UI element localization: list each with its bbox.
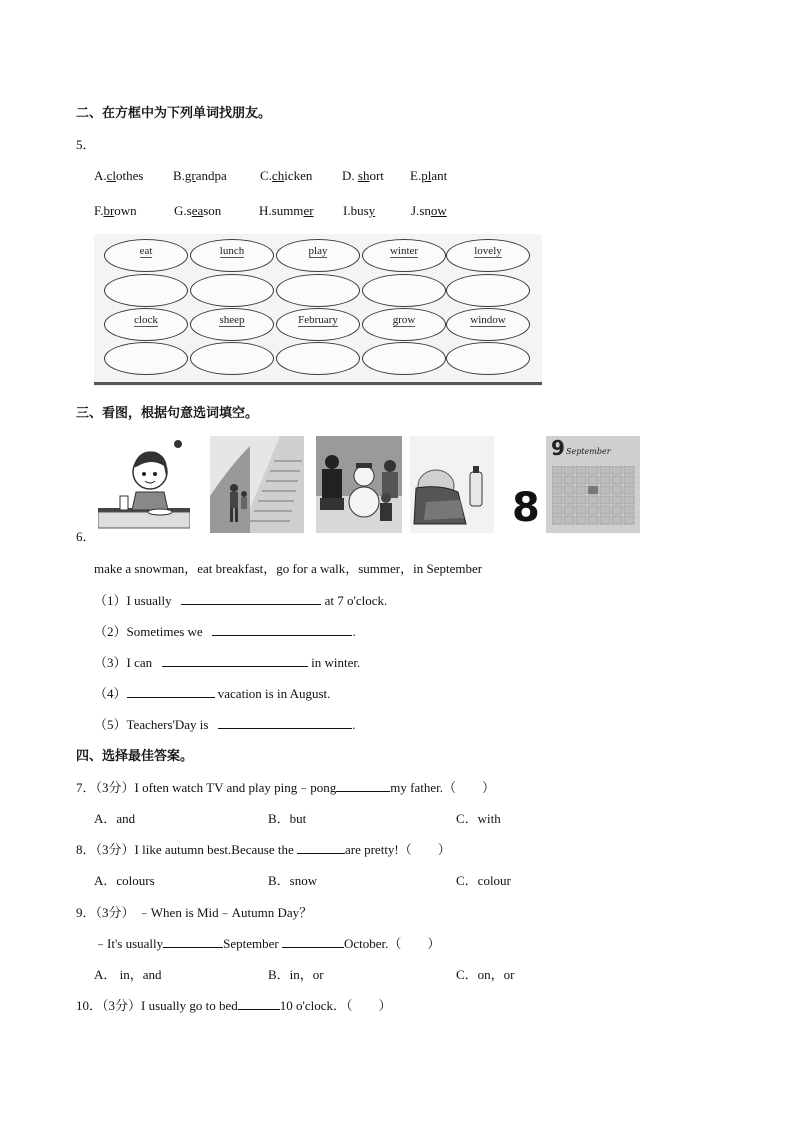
fill-sentence: [94, 683, 330, 702]
question-9-text-a: ﹣When is Mid﹣Autumn Day？: [137, 905, 313, 920]
q7-option-c[interactable]: C．with: [456, 811, 501, 826]
word-oval-label: eat: [139, 245, 153, 257]
fill-sentence: [94, 590, 387, 609]
word-option-post: son: [203, 203, 222, 218]
question-9-score: （3分）: [95, 905, 135, 920]
q7-option-b[interactable]: B．but: [268, 811, 307, 826]
fill-sentence-after: in winter.: [311, 655, 361, 670]
word-option-post: othes: [116, 168, 144, 183]
empty-answer-oval[interactable]: [446, 274, 530, 307]
question-9-line2-c: October.（ ）: [344, 936, 441, 951]
word-option-ul: sh: [357, 168, 370, 183]
question-7-score: （3分）: [95, 780, 135, 795]
answer-blank[interactable]: [297, 841, 345, 854]
calendar-cell: [624, 476, 634, 484]
calendar-cell: [588, 516, 598, 524]
calendar-cell: [600, 506, 610, 514]
calendar-cell: [624, 506, 634, 514]
word-option-ul: cl: [106, 168, 117, 183]
calendar-cell: [576, 496, 586, 504]
fill-sentence-before: I usually: [126, 593, 172, 608]
question-5-number: 5．: [76, 137, 96, 152]
word-option: [94, 203, 137, 219]
picture-make-snowman: [316, 436, 402, 533]
calendar-cell: [564, 486, 574, 494]
calendar-cell: [576, 476, 586, 484]
fill-sentence: [94, 714, 355, 733]
q7-option-a[interactable]: A．and: [94, 811, 136, 826]
word-option-post: icken: [284, 168, 313, 183]
empty-answer-oval[interactable]: [276, 342, 360, 375]
word-bank: make a snowman，eat breakfast，go for a walk，summer，in September: [94, 561, 483, 576]
word-option-pre: sn: [419, 203, 431, 218]
word-oval-label: window: [470, 314, 506, 326]
question-9-line2-a: ﹣It's usually: [94, 936, 164, 951]
word-oval-label: sheep: [219, 314, 245, 326]
word-oval-label: grow: [392, 314, 416, 326]
calendar-cell: [612, 496, 622, 504]
word-option-ul: ow: [430, 203, 447, 218]
fill-sentence: [94, 652, 360, 671]
word-option-post: ant: [431, 168, 448, 183]
word-oval[interactable]: [190, 239, 274, 272]
calendar-cell: [612, 466, 622, 474]
picture-girl-breakfast: [98, 436, 190, 533]
fill-sentence-after: .: [352, 624, 356, 639]
answer-blank[interactable]: [238, 997, 280, 1010]
question-9: [76, 902, 312, 921]
word-option: [94, 168, 143, 184]
calendar-cell: [624, 466, 634, 474]
fill-sentence-before: I can: [126, 655, 153, 670]
calendar-cell: [600, 476, 610, 484]
word-option: [342, 168, 384, 184]
question-10-text-b: 10 o'clock．（ ）: [279, 998, 392, 1013]
calendar-cell: [624, 496, 634, 504]
word-option-letter: E.: [410, 168, 422, 183]
question-7-text-a: I often watch TV and play ping﹣pong: [134, 780, 337, 795]
q9-option-a[interactable]: A． in，and: [94, 967, 162, 982]
calendar-cell: [552, 516, 562, 524]
word-oval[interactable]: [104, 308, 188, 341]
empty-answer-oval[interactable]: [362, 342, 446, 375]
word-oval-label: play: [308, 245, 328, 257]
answer-blank[interactable]: [127, 685, 215, 698]
answer-blank[interactable]: [336, 779, 390, 792]
word-option: [259, 203, 314, 219]
answer-blank[interactable]: [163, 935, 223, 948]
q8-option-a[interactable]: A．colours: [94, 873, 155, 888]
empty-answer-oval[interactable]: [276, 274, 360, 307]
calendar-cell: [552, 506, 562, 514]
empty-answer-oval[interactable]: [104, 342, 188, 375]
word-option-ul: ch: [271, 168, 285, 183]
word-option-letter: J.: [411, 203, 420, 218]
section2-heading: 二、在方框中为下列单词找朋友。: [76, 106, 272, 121]
word-option: [410, 168, 447, 184]
fill-sentence-before: Teachers'Day is: [126, 717, 209, 732]
q8-option-c[interactable]: C．colour: [456, 873, 511, 888]
calendar-cell: [552, 476, 562, 484]
calendar-cell: [600, 516, 610, 524]
word-option: [343, 203, 375, 219]
word-option-letter: F.: [94, 203, 104, 218]
question-8: [76, 839, 451, 858]
word-option-letter: A.: [94, 168, 107, 183]
question-10-number: 10．: [76, 998, 103, 1013]
word-oval-label: lovely: [474, 245, 502, 257]
picture-go-for-walk: [210, 436, 304, 533]
word-option: [260, 168, 312, 184]
word-option-ul: er: [303, 203, 314, 218]
calendar-cell: [588, 476, 598, 484]
picture-september-calendar: [546, 436, 640, 533]
empty-answer-oval[interactable]: [362, 274, 446, 307]
calendar-cell: [564, 496, 574, 504]
question-8-text-a: I like autumn best.Because the: [134, 842, 294, 857]
calendar-cell: [564, 476, 574, 484]
question-9-line2: [94, 933, 440, 952]
calendar-cell: [576, 506, 586, 514]
calendar-cell: [624, 486, 634, 494]
fill-sentence-num: （5）: [94, 717, 127, 732]
calendar-cell: [588, 486, 598, 494]
calendar-cell: [576, 486, 586, 494]
calendar-cell: [588, 496, 598, 504]
word-option-post: ort: [369, 168, 384, 183]
question-10-score: （3分）: [102, 998, 142, 1013]
empty-answer-oval[interactable]: [104, 274, 188, 307]
question-9-number: 9．: [76, 905, 96, 920]
digit-eight-glyph: 8: [512, 485, 540, 531]
fill-sentence: [94, 621, 356, 640]
word-oval[interactable]: [362, 308, 446, 341]
calendar-cell: [552, 496, 562, 504]
word-option-pre: summ: [271, 203, 304, 218]
calendar-cell: [576, 516, 586, 524]
word-option-ul: gr: [184, 168, 196, 183]
word-oval[interactable]: [276, 239, 360, 272]
calendar-cell: [612, 476, 622, 484]
calendar-day-number: 9: [551, 436, 565, 460]
fill-sentence-num: （4）: [94, 686, 127, 701]
calendar-cell: [612, 506, 622, 514]
word-option-letter: B.: [173, 168, 185, 183]
word-option-pre: bus: [350, 203, 369, 218]
answer-blank[interactable]: [181, 592, 321, 605]
word-oval-label: lunch: [219, 245, 245, 257]
word-option-ul: br: [103, 203, 115, 218]
question-10: [76, 995, 392, 1014]
answer-blank[interactable]: [282, 935, 344, 948]
picture-backpack-hiker: [410, 436, 494, 533]
calendar-cell: [564, 506, 574, 514]
word-option: [174, 203, 221, 219]
section3-heading: 三、看图，根据句意选词填空。: [76, 406, 259, 421]
q9-option-c[interactable]: C．on，or: [456, 967, 515, 982]
calendar-cell: [600, 496, 610, 504]
word-option: [173, 168, 227, 184]
calendar-cell: [600, 486, 610, 494]
question-9-line2-b: September: [223, 936, 279, 951]
calendar-month-label: September: [566, 447, 611, 456]
calendar-cell: [552, 486, 562, 494]
q9-option-b[interactable]: B．in，or: [268, 967, 324, 982]
word-oval-label: clock: [134, 314, 158, 326]
answer-blank[interactable]: [162, 654, 308, 667]
fill-sentence-before: Sometimes we: [126, 624, 203, 639]
word-option-ul: y: [368, 203, 376, 218]
calendar-cell: [612, 486, 622, 494]
word-oval[interactable]: [446, 308, 530, 341]
word-oval[interactable]: [190, 308, 274, 341]
word-oval-label: February: [298, 314, 338, 326]
question-8-number: 8．: [76, 842, 96, 857]
question-7-number: 7．: [76, 780, 96, 795]
calendar-cell: [552, 466, 562, 474]
calendar-cell: [600, 466, 610, 474]
calendar-cell: [624, 516, 634, 524]
fill-sentence-num: （3）: [94, 655, 127, 670]
word-oval[interactable]: [276, 308, 360, 341]
calendar-cell: [588, 466, 598, 474]
word-oval[interactable]: [104, 239, 188, 272]
answer-blank[interactable]: [212, 623, 352, 636]
word-oval-grid: [94, 234, 542, 386]
word-option-ul: ea: [191, 203, 204, 218]
calendar-cell: [576, 466, 586, 474]
question-7: [76, 777, 495, 796]
word-option-letter: H.: [259, 203, 272, 218]
empty-answer-oval[interactable]: [190, 274, 274, 307]
question-6-number: 6．: [76, 529, 96, 544]
word-oval-label: winter: [389, 245, 419, 257]
word-option: [411, 203, 447, 219]
word-option-letter: D.: [342, 168, 358, 183]
word-option-post: andpa: [195, 168, 227, 183]
calendar-cell: [564, 466, 574, 474]
calendar-cell: [612, 516, 622, 524]
empty-answer-oval[interactable]: [446, 342, 530, 375]
answer-blank[interactable]: [218, 716, 352, 729]
word-option-post: own: [114, 203, 137, 218]
fill-sentence-after: vacation is in August.: [217, 686, 331, 701]
question-10-text-a: I usually go to bed: [141, 998, 238, 1013]
word-option-ul: pl: [421, 168, 432, 183]
fill-sentence-num: （2）: [94, 624, 127, 639]
word-oval[interactable]: [362, 239, 446, 272]
calendar-cell: [588, 506, 598, 514]
word-option-pre: s: [186, 203, 192, 218]
word-option-letter: C.: [260, 168, 272, 183]
fill-sentence-after: at 7 o'clock.: [324, 593, 388, 608]
question-8-text-b: are pretty!（ ）: [344, 842, 451, 857]
section4-heading: 四、选择最佳答案。: [76, 749, 194, 764]
word-option-letter: I.: [343, 203, 351, 218]
question-8-score: （3分）: [95, 842, 135, 857]
grid-bottom-rule: [94, 382, 542, 385]
word-oval[interactable]: [446, 239, 530, 272]
q8-option-b[interactable]: B．snow: [268, 873, 318, 888]
fill-sentence-after: .: [352, 717, 356, 732]
empty-answer-oval[interactable]: [190, 342, 274, 375]
calendar-cell: [564, 516, 574, 524]
word-option-letter: G.: [174, 203, 187, 218]
fill-sentence-num: （1）: [94, 593, 127, 608]
question-7-text-b: my father.（ ）: [390, 780, 495, 795]
